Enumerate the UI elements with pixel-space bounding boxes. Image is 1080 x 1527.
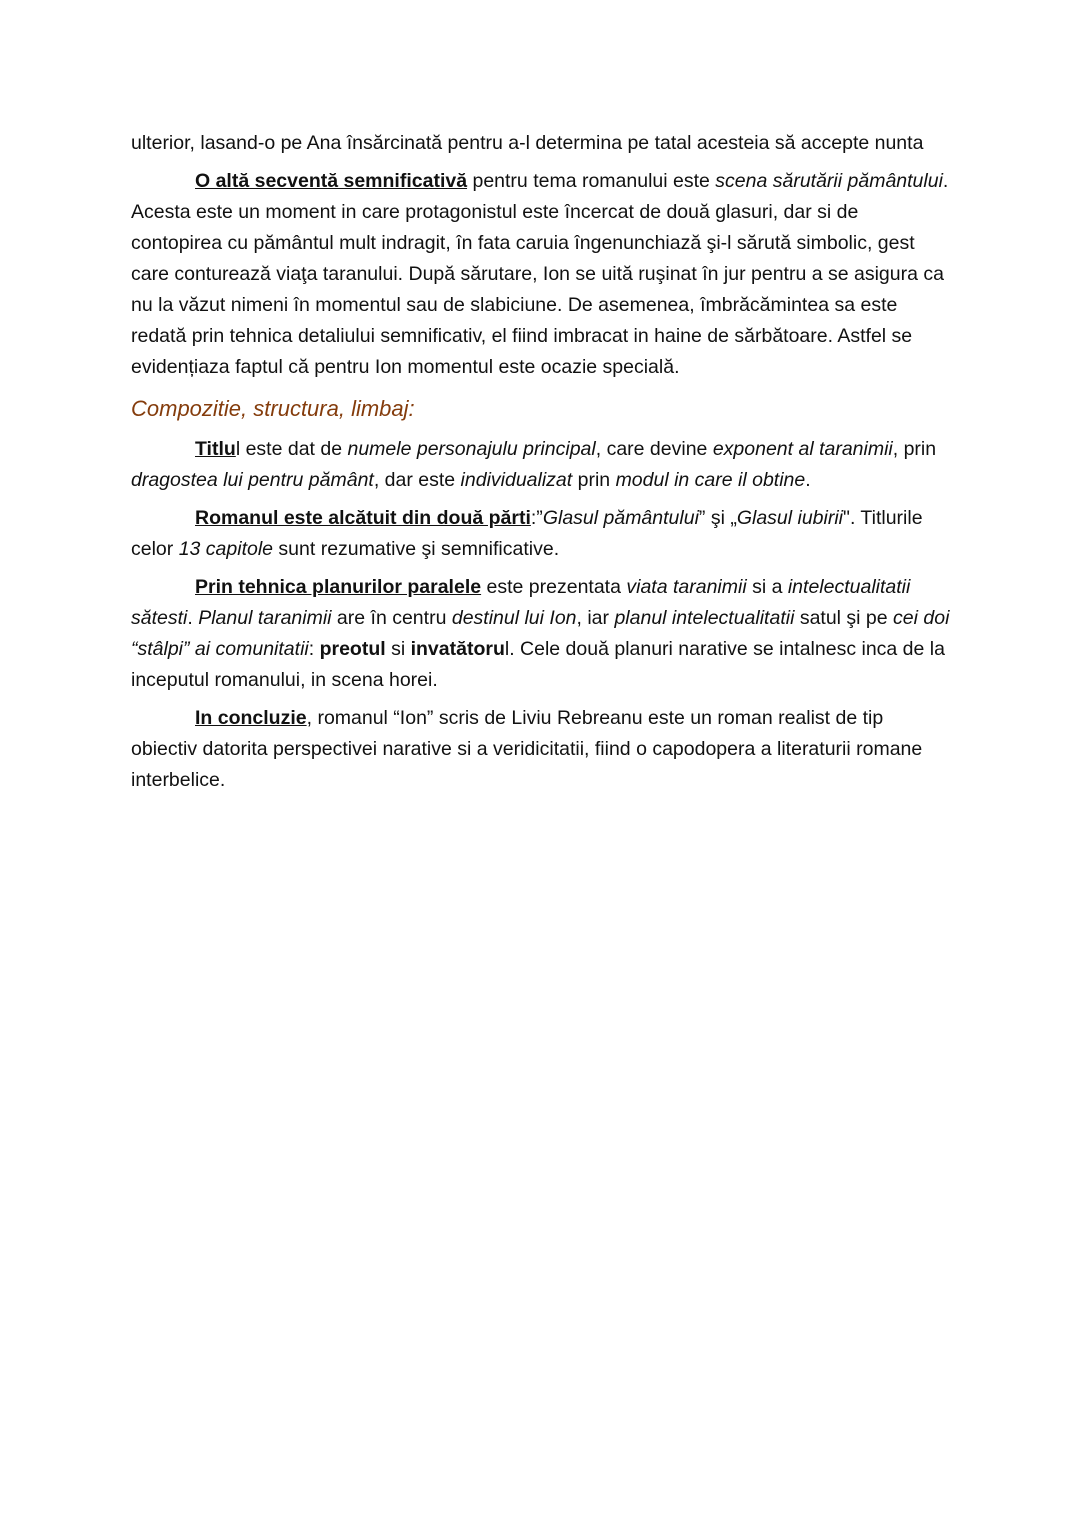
bold-text: preotul <box>319 638 386 660</box>
italic-text: numele personajulu principal <box>347 438 596 460</box>
paragraph-text: : <box>308 638 320 660</box>
paragraph-parti <box>131 503 951 565</box>
italic-text: exponent al taranimii <box>712 438 893 460</box>
paragraph-text: este prezentata <box>481 576 627 598</box>
paragraph-text: , dar este <box>373 469 461 491</box>
paragraph-text: este dat de <box>240 438 348 460</box>
paragraph-text: . Acesta este un moment in care protagonistul este încercat de două glasuri, dar si de contopirea cu pământul mult indragit, în fata caruia îngenunchiază şi-l sărută simbolic, gest care conturează viaţa taranului. După sărutare, Ion se uită ruşinat în jur pentru a se asigura ca nu la văzut nimeni în momentul sau de slabiciune. De asemenea, îmbrăcămintea sa este redată prin tehnica detaliului semnificativ, el fiind imbracat in haine de sărbătoare. Astfel se evidențiaza faptul că pentru Ion momentul este ocazie specială. <box>131 170 949 378</box>
paragraph-text: si a <box>746 576 788 598</box>
paragraph-text: are în centru <box>331 607 452 629</box>
italic-text: scena sărutării pământului <box>715 170 943 192</box>
paragraph-text: , iar <box>576 607 615 629</box>
paragraph-text: l. Cele două planuri narative se intalnesc inca de la inceputul romanului, in scena horei. <box>131 638 945 691</box>
paragraph-text: ulterior, lasand-o pe Ana însărcinată pentru a-l determina pe tatal acesteia să accepte nunta <box>131 132 924 154</box>
italic-text: 13 capitole <box>178 538 274 560</box>
paragraph-lead: Romanul este alcătuit din două părti <box>195 507 531 529</box>
paragraph-text: sunt rezumative şi semnificative. <box>273 538 560 560</box>
italic-text: planul intelectualitatii <box>614 607 795 629</box>
paragraph-lead: O altă secventă semnificativă <box>195 170 468 192</box>
section-heading: Compozitie, structura, limbaj: <box>131 396 415 421</box>
paragraph-titlul <box>131 434 951 496</box>
paragraph-concluzie <box>131 703 951 796</box>
italic-text: individualizat <box>460 469 573 491</box>
italic-text: dragostea lui pentru pământ <box>131 469 374 491</box>
italic-text: destinul lui Ion <box>451 607 577 629</box>
paragraph-text: satul şi pe <box>794 607 894 629</box>
paragraph-lead: Prin tehnica planurilor paralele <box>195 576 482 598</box>
paragraph-text: . <box>805 469 811 491</box>
italic-text: cei doi “stâlpi” ai comunitatii <box>131 607 950 660</box>
paragraph-lead: In concluzie <box>195 707 307 729</box>
paragraph-text: . <box>187 607 199 629</box>
document-page <box>131 128 951 803</box>
italic-text: Glasul pământului <box>542 507 699 529</box>
paragraph-lead: Titlu <box>195 438 236 460</box>
bold-text: invatătoru <box>410 638 505 660</box>
italic-text: Glasul iubirii <box>736 507 844 529</box>
paragraph-text: ". Titlurile celor <box>131 507 923 560</box>
paragraph-text: si <box>385 638 411 660</box>
paragraph-continuation <box>131 128 951 159</box>
paragraph-text: l <box>235 438 241 460</box>
paragraph-text: ” şi „ <box>698 507 737 529</box>
italic-text: viata taranimii <box>626 576 747 598</box>
paragraph-text: , prin <box>892 438 937 460</box>
paragraph-text: , romanul “Ion” scris de Liviu Rebreanu este un roman realist de tip obiectiv datorita perspectivei narative si a veridicitatii, fiind o capodopera a literaturii romane interbelice. <box>131 707 923 791</box>
italic-text: intelectualitatii sătesti <box>131 576 911 629</box>
paragraph-text: , care devine <box>595 438 713 460</box>
italic-text: Planul taranimii <box>198 607 332 629</box>
paragraph-text: :” <box>530 507 543 529</box>
paragraph-text: prin <box>572 469 616 491</box>
paragraph-planuri <box>131 572 951 696</box>
paragraph-text: pentru tema romanului este <box>467 170 716 192</box>
paragraph-secventa <box>131 166 951 383</box>
italic-text: modul in care il obtine <box>615 469 806 491</box>
